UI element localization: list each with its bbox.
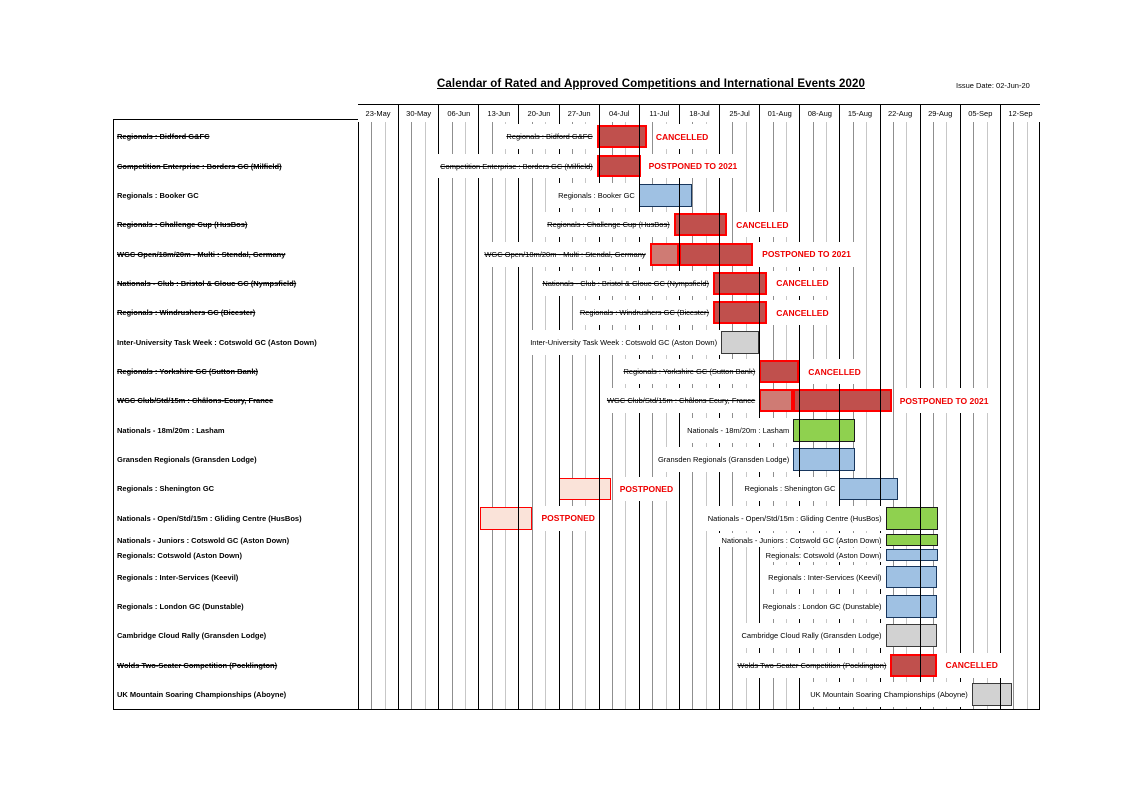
week-header-cell: 30-May: [398, 105, 438, 122]
chart-row-label: Competition Enterprise : Borders GC (Milfield): [437, 154, 596, 179]
event-label: Regionals : Booker GC: [117, 190, 199, 200]
chart-row-label: Nationals - Juniors : Cotswold GC (Aston Down): [719, 533, 885, 547]
chart-row-label: Inter-University Task Week : Cotswold GC (Aston Down): [527, 330, 720, 355]
week-header-cell: 15-Aug: [839, 105, 879, 122]
chart-row-label: Regionals : Challenge Cup (HusBos): [544, 212, 673, 237]
event-label: Inter-University Task Week : Cotswold GC (Aston Down): [117, 337, 317, 347]
chart-row-label: Cambridge Cloud Rally (Gransden Lodge): [738, 623, 884, 648]
chart-row-label: Regionals : Inter-Services (Keevil): [765, 565, 884, 590]
event-label: WGC Club/Std/15m : Châlons-Ecury, France: [117, 396, 274, 406]
week-header-cell: 04-Jul: [599, 105, 639, 122]
week-header-cell: 27-Jun: [559, 105, 599, 122]
week-header-cell: 12-Sep: [1000, 105, 1040, 122]
status-text: POSTPONED TO 2021: [897, 388, 992, 413]
chart-row-label: UK Mountain Soaring Championships (Aboyne): [807, 682, 971, 707]
event-label: Nationals - Open/Std/15m : Gliding Centre (HusBos): [117, 513, 302, 523]
event-label: Regionals: Cotswold (Aston Down): [117, 550, 242, 560]
chart-row-label: Nationals - 18m/20m : Lasham: [684, 418, 792, 443]
week-header-cell: 11-Jul: [639, 105, 679, 122]
chart-row-label: Gransden Regionals (Gransden Lodge): [655, 447, 792, 472]
chart-row-label: Regionals: Cotswold (Aston Down): [763, 548, 885, 562]
chart-row-label: Regionals : Shenington GC: [742, 477, 839, 502]
event-label: Regionals : Shenington GC: [117, 484, 215, 494]
chart-area-frame: [358, 121, 1040, 710]
chart-row-label: Nationals - Club : Bristol & Glouc GC (Nympsfield): [539, 271, 712, 296]
week-header-cell: 20-Jun: [518, 105, 558, 122]
event-label: Wolds Two-Seater Competition (Pocklington): [117, 660, 278, 670]
status-text: CANCELLED: [805, 359, 863, 384]
event-label: Regionals : Challenge Cup (HusBos): [117, 220, 248, 230]
chart-row-label: Regionals : Yorkshire GC (Sutton Bank): [620, 359, 758, 384]
event-label: WGC Open/18m/20m - Multi : Stendal, Germany: [117, 249, 286, 259]
event-label: Regionals : Bidford G&FC: [117, 132, 210, 142]
page-title: Calendar of Rated and Approved Competitions and International Events 2020: [437, 78, 865, 90]
event-label: Competition Enterprise : Borders GC (Milfield): [117, 161, 282, 171]
event-label: Regionals : Windrushers GC (Bicester): [117, 308, 256, 318]
chart-row-label: Regionals : Booker GC: [555, 183, 638, 208]
week-header-cell: 08-Aug: [799, 105, 839, 122]
event-label: Cambridge Cloud Rally (Gransden Lodge): [117, 631, 267, 641]
week-header-cell: 29-Aug: [920, 105, 960, 122]
chart-row-label: Wolds Two-Seater Competition (Pocklington): [734, 653, 889, 678]
event-label: Nationals - Juniors : Cotswold GC (Aston Down): [117, 535, 290, 545]
event-label: Nationals - Club : Bristol & Glouc GC (Nympsfield): [117, 278, 297, 288]
chart-row-label: Nationals - Open/Std/15m : Gliding Centre (HusBos): [705, 506, 885, 531]
event-label: Regionals : London GC (Dunstable): [117, 601, 244, 611]
week-header-cell: 25-Jul: [719, 105, 759, 122]
week-header-cell: 22-Aug: [880, 105, 920, 122]
status-text: CANCELLED: [943, 653, 1001, 678]
week-header-cell: 06-Jun: [438, 105, 478, 122]
status-text: POSTPONED TO 2021: [759, 242, 854, 267]
event-label: UK Mountain Soaring Championships (Aboyne): [117, 689, 287, 699]
chart-row-label: Regionals : Windrushers GC (Bicester): [577, 300, 712, 325]
week-header-cell: 01-Aug: [759, 105, 799, 122]
status-text: POSTPONED: [617, 477, 676, 502]
issue-date: Issue Date: 02-Jun-20: [956, 81, 1030, 90]
week-header-cell: 05-Sep: [960, 105, 1000, 122]
event-label: Regionals : Inter-Services (Keevil): [117, 572, 239, 582]
status-text: CANCELLED: [733, 212, 791, 237]
event-label: Regionals : Yorkshire GC (Sutton Bank): [117, 367, 258, 377]
event-label: Gransden Regionals (Gransden Lodge): [117, 455, 257, 465]
week-header-cell: 18-Jul: [679, 105, 719, 122]
status-text: CANCELLED: [773, 300, 831, 325]
status-text: POSTPONED TO 2021: [646, 154, 741, 179]
chart-row-label: WGC Open/18m/20m - Multi : Stendal, Germany: [481, 242, 648, 267]
status-text: POSTPONED: [539, 506, 598, 531]
chart-row-label: WGC Club/Std/15m : Châlons-Ecury, France: [604, 388, 758, 413]
week-header-cell: 23-May: [358, 105, 398, 122]
chart-row-label: Regionals : London GC (Dunstable): [760, 594, 885, 619]
event-label: Nationals - 18m/20m : Lasham: [117, 425, 225, 435]
status-text: CANCELLED: [653, 124, 711, 149]
status-text: CANCELLED: [773, 271, 831, 296]
week-header-cell: 13-Jun: [478, 105, 518, 122]
chart-row-label: Regionals : Bidford G&FC: [503, 124, 595, 149]
